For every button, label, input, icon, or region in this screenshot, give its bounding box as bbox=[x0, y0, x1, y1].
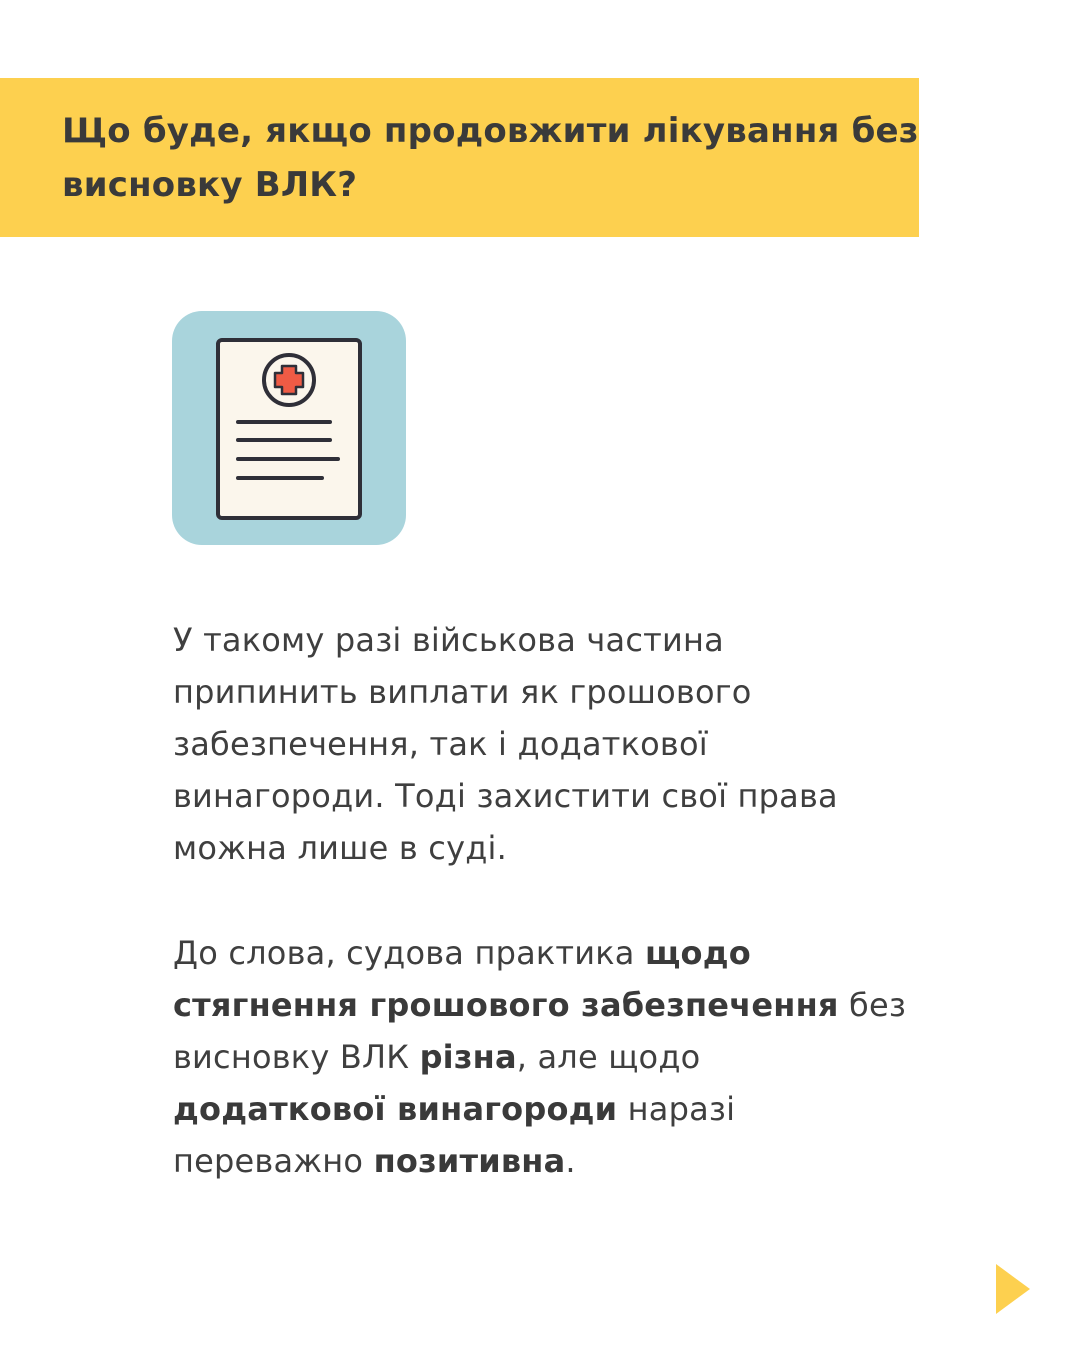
paragraph1-line-3: забезпечення, так і додаткової bbox=[173, 725, 708, 763]
paragraph2-line-3-text: висновку ВЛК bbox=[173, 1038, 420, 1076]
paragraph-consequences bbox=[173, 614, 973, 874]
paragraph1-line-1: У такому разі військова частина bbox=[173, 621, 724, 659]
title-line-1: Що буде, якщо продовжити лікування без bbox=[62, 111, 919, 151]
paragraph2-line-4-bold: додаткової винагороди bbox=[173, 1090, 618, 1128]
paragraph2-line-4 bbox=[173, 1083, 973, 1135]
paragraph2-line-5-text: переважно bbox=[173, 1142, 374, 1180]
paragraph1-line-5: можна лише в суді. bbox=[173, 829, 507, 867]
paragraph2-line-5-tail: . bbox=[565, 1142, 576, 1180]
medical-document-icon bbox=[172, 311, 406, 545]
paragraph2-line-2-text: без bbox=[838, 986, 907, 1024]
title-banner bbox=[0, 78, 919, 237]
paragraph2-line-2 bbox=[173, 979, 973, 1031]
next-arrow-icon[interactable] bbox=[996, 1264, 1030, 1314]
paragraph2-line-1-text: До слова, судова практика bbox=[173, 934, 645, 972]
title-line-2: висновку ВЛК? bbox=[62, 165, 358, 205]
paragraph2-line-3-tail: , але щодо bbox=[516, 1038, 701, 1076]
paragraph2-line-5 bbox=[173, 1135, 973, 1187]
next-arrow-shape bbox=[996, 1264, 1030, 1314]
page-title bbox=[62, 104, 919, 212]
paragraph2-line-3 bbox=[173, 1031, 973, 1083]
paragraph2-line-1 bbox=[173, 927, 973, 979]
paragraph2-line-5-bold: позитивна bbox=[373, 1142, 566, 1180]
paragraph2-line-3-bold: різна bbox=[419, 1038, 517, 1076]
paragraph-court-practice bbox=[173, 927, 973, 1187]
paragraph2-line-4-text: наразі bbox=[617, 1090, 736, 1128]
paragraph1-line-2: припинить виплати як грошового bbox=[173, 673, 752, 711]
paragraph2-line-2-bold: стягнення грошового забезпечення bbox=[173, 986, 839, 1024]
paragraph2-line-1-bold: щодо bbox=[644, 934, 751, 972]
paragraph1-line-4: винагороди. Тоді захистити свої права bbox=[173, 777, 838, 815]
